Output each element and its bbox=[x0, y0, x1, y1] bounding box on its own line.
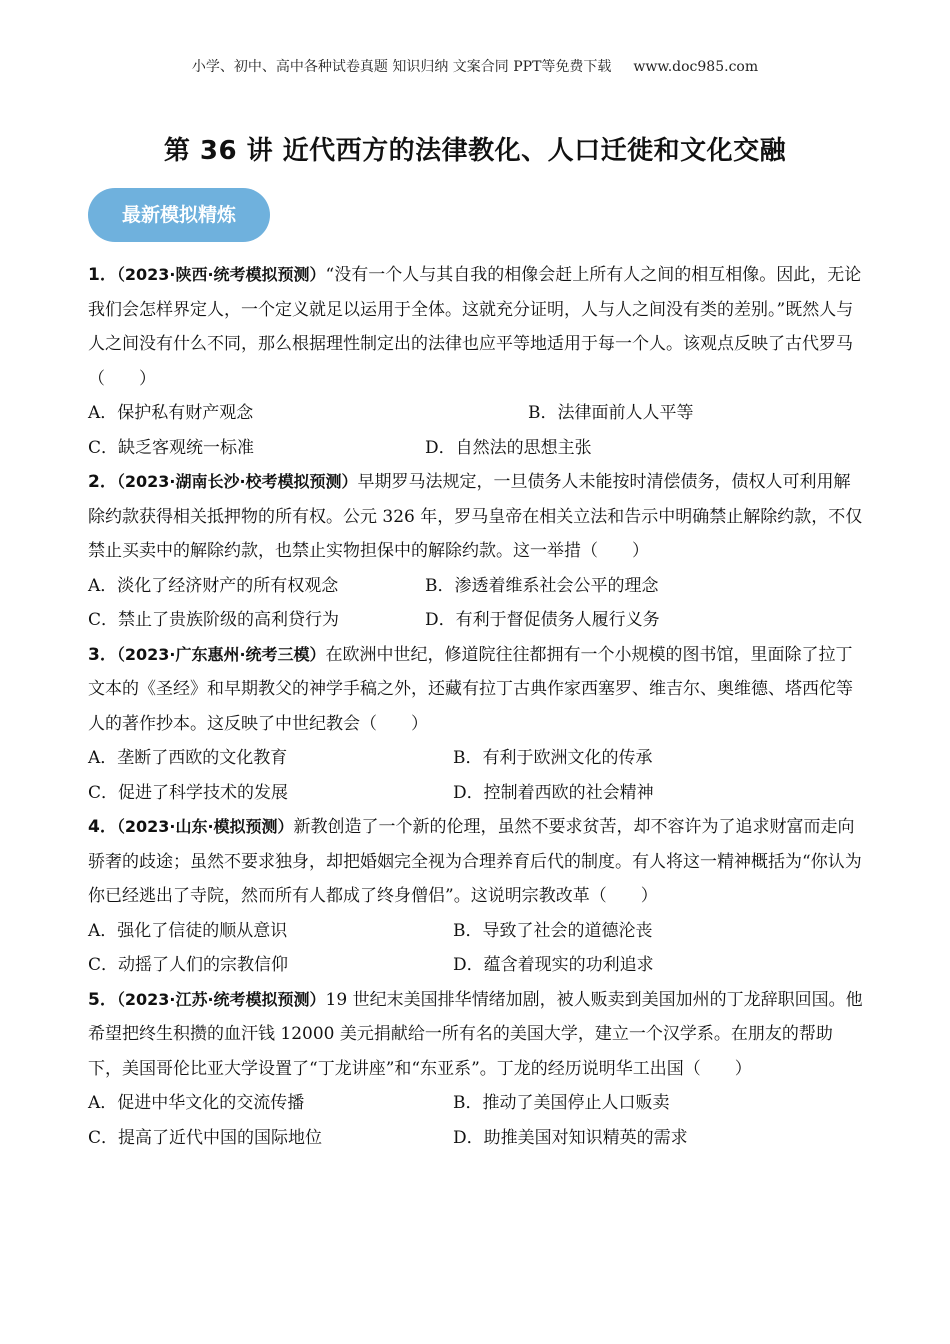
option-d[interactable]: D．控制着西欧的社会精神 bbox=[453, 782, 654, 803]
option-row bbox=[88, 914, 863, 949]
option-b[interactable]: B．渗透着维系社会公平的理念 bbox=[425, 575, 659, 596]
header-site-link[interactable]: www.doc985.com bbox=[633, 59, 759, 75]
question-stem bbox=[88, 638, 863, 742]
question-source: （2023·江苏·统考模拟预测） bbox=[116, 989, 326, 1009]
option-row bbox=[88, 603, 863, 638]
option-b[interactable]: B．推动了美国停止人口贩卖 bbox=[453, 1093, 670, 1113]
option-row bbox=[88, 741, 863, 776]
option-row bbox=[88, 431, 863, 466]
option-b[interactable]: B．导致了社会的道德沦丧 bbox=[453, 920, 653, 941]
question-stem bbox=[88, 810, 863, 914]
option-row bbox=[88, 396, 863, 431]
question-text: 新教创造了一个新的伦理，虽然不要求贫苦，却不容许为了追求财富而走向骄奢的歧途；虽然不要求独身，却把婚姻完全视为合理养育后代的制度。有人将这一精神概括为“你认为你已经逃出了寺院，然而所有人都成了终身僧侣”。这说明宗教改革（ ） bbox=[88, 817, 862, 906]
question-number: 1． bbox=[88, 265, 117, 285]
section-badge: 最新模拟精炼 bbox=[88, 188, 270, 242]
question-text: 早期罗马法规定，一旦债务人未能按时清偿债务，债权人可利用解除约款获得相关抵押物的所有权。公元 326 年，罗马皇帝在相关立法和告示中明确禁止解除约款，不仅禁止买卖中的解除约款，也禁止实物担保中的解除约款。这一举措（ ） bbox=[88, 472, 863, 561]
question-text: 在欧洲中世纪，修道院往往都拥有一个小规模的图书馆，里面除了拉丁文本的《圣经》和早期教父的神学手稿之外，还藏有拉丁古典作家西塞罗、维吉尔、奥维德、塔西佗等人的著作抄本。这反映了中世纪教会（ ） bbox=[88, 644, 853, 734]
question-text: 19 世纪末美国排华情绪加剧，被人贩卖到美国加州的丁龙辞职回国。他希望把终生积攒的血汗钱 12000 美元捐献给一所有名的美国大学，建立一个汉学系。在朋友的帮助下，美国哥伦比亚大学设置了“丁龙讲座”和“东亚系”。丁龙的经历说明华工出国（ ） bbox=[88, 989, 863, 1079]
question-stem bbox=[88, 465, 863, 569]
question-4 bbox=[88, 810, 863, 983]
question-5 bbox=[88, 983, 863, 1156]
question-source: （2023·山东·模拟预测） bbox=[116, 817, 294, 836]
option-a[interactable]: A．垄断了西欧的文化教育 bbox=[88, 748, 288, 768]
question-number: 5． bbox=[88, 989, 117, 1010]
question-3 bbox=[88, 638, 863, 811]
option-a[interactable]: A．促进中华文化的交流传播 bbox=[88, 1093, 305, 1113]
option-c[interactable]: C．促进了科学技术的发展 bbox=[88, 782, 289, 803]
question-2 bbox=[88, 465, 863, 638]
question-source: （2023·广东惠州·统考三模） bbox=[116, 644, 326, 664]
header-text: 小学、初中、高中各种试卷真题 知识归纳 文案合同 PPT等免费下载 bbox=[191, 59, 612, 75]
option-c[interactable]: C．缺乏客观统一标准 bbox=[88, 437, 255, 458]
option-a[interactable]: A．保护私有财产观念 bbox=[88, 403, 254, 423]
option-c[interactable]: C．动摇了人们的宗教信仰 bbox=[88, 955, 289, 975]
question-number: 2． bbox=[88, 472, 117, 492]
option-d[interactable]: D．助推美国对知识精英的需求 bbox=[453, 1127, 688, 1148]
option-d[interactable]: D．自然法的思想主张 bbox=[425, 437, 592, 458]
option-row bbox=[88, 776, 863, 811]
option-b[interactable]: B．法律面前人人平等 bbox=[528, 403, 694, 423]
question-text: “没有一个人与其自我的相像会赶上所有人之间的相互相像。因此，无论我们会怎样界定人，一个定义就足以运用于全体。这就充分证明，人与人之间没有类的差别。”既然人与人之间没有什么不同，那么根据理性制定出的法律也应平等地适用于每一个人。该观点反映了古代罗马（ ） bbox=[88, 265, 862, 389]
page-header bbox=[0, 56, 950, 76]
option-row bbox=[88, 569, 863, 604]
option-d[interactable]: D．有利于督促债务人履行义务 bbox=[425, 610, 660, 630]
option-row bbox=[88, 948, 863, 983]
question-1 bbox=[88, 258, 863, 465]
option-row bbox=[88, 1121, 863, 1156]
question-stem bbox=[88, 983, 863, 1087]
question-number: 3． bbox=[88, 644, 117, 665]
question-list bbox=[88, 258, 863, 1155]
option-c[interactable]: C．禁止了贵族阶级的高利贷行为 bbox=[88, 610, 340, 630]
question-source: （2023·陕西·统考模拟预测） bbox=[116, 265, 326, 284]
option-c[interactable]: C．提高了近代中国的国际地位 bbox=[88, 1127, 323, 1148]
question-stem bbox=[88, 258, 863, 396]
option-a[interactable]: A．淡化了经济财产的所有权观念 bbox=[88, 575, 339, 596]
question-number: 4． bbox=[88, 817, 117, 837]
option-row bbox=[88, 1086, 863, 1121]
option-b[interactable]: B．有利于欧洲文化的传承 bbox=[453, 748, 653, 768]
option-d[interactable]: D．蕴含着现实的功利追求 bbox=[453, 955, 654, 975]
option-a[interactable]: A．强化了信徒的顺从意识 bbox=[88, 920, 288, 941]
page-title: 第 36 讲 近代西方的法律教化、人口迁徙和文化交融 bbox=[163, 136, 787, 166]
question-source: （2023·湖南长沙·校考模拟预测） bbox=[116, 472, 358, 491]
